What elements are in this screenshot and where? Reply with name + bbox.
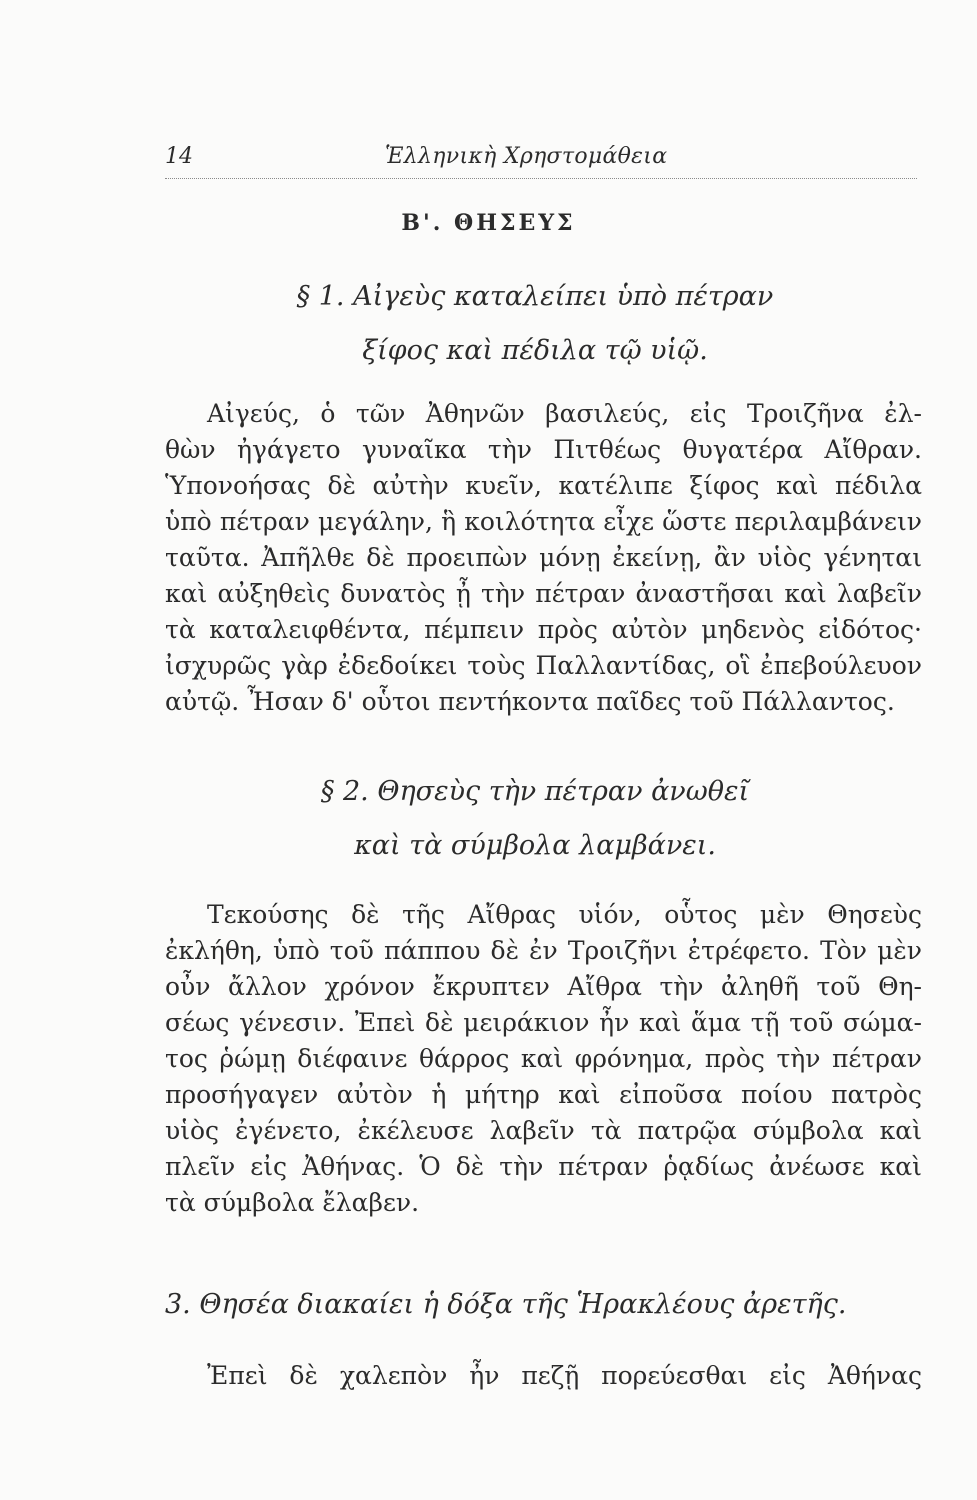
text-line: τος ῥώμῃ διέφαινε θάρρος καὶ φρόνημα, πρὸς τὴν πέτραν bbox=[165, 1044, 922, 1073]
text-line: ἰσχυρῶς γὰρ ἐδεδοίκει τοὺς Παλλαντίδας, οἳ ἐπεβούλευον bbox=[165, 651, 922, 680]
page-header bbox=[165, 142, 917, 179]
section-1-title-line: § 1. Αἰγεὺς καταλείπει ὑπὸ πέτραν bbox=[296, 281, 774, 312]
running-title: Ἑλληνικὴ Χρηστομάθεια bbox=[385, 144, 668, 169]
text-line: τὰ σύμβολα ἔλαβεν. bbox=[165, 1188, 420, 1217]
text-line: Ἐπεὶ δὲ χαλεπὸν ἦν πεζῇ πορεύεσθαι εἰς Ἀθήνας bbox=[207, 1361, 922, 1390]
text-line: υἱὸς ἐγένετο, ἐκέλευσε λαβεῖν τὰ πατρῷα σύμβολα καὶ bbox=[165, 1116, 922, 1145]
section-1-paragraph bbox=[165, 396, 922, 720]
text-line: ταῦτα. Ἀπῆλθε δὲ προειπὼν μόνῃ ἐκείνῃ, ἂν υἱὸς γένηται bbox=[165, 543, 922, 572]
text-line: σέως γένεσιν. Ἐπεὶ δὲ μειράκιον ἦν καὶ ἅμα τῇ τοῦ σώμα- bbox=[165, 1008, 922, 1037]
section-1-title-line: ξίφος καὶ πέδιλα τῷ υἱῷ. bbox=[362, 335, 708, 366]
text-line: Αἰγεύς, ὁ τῶν Ἀθηνῶν βασιλεύς, εἰς Τροιζῆνα ἐλ- bbox=[207, 399, 922, 428]
text-line: Ὑπονοήσας δὲ αὐτὴν κυεῖν, κατέλιπε ξίφος καὶ πέδιλα bbox=[165, 471, 922, 500]
text-line: ὑπὸ πέτραν μεγάλην, ἣ κοιλότητα εἶχε ὥστε περιλαμβάνειν bbox=[165, 507, 922, 536]
text-line: τὰ καταλειφθέντα, πέμπειν πρὸς αὐτὸν μηδενὸς εἰδότος· bbox=[165, 615, 922, 644]
section-2-title-line: § 2. Θησεὺς τὴν πέτραν ἀνωθεῖ bbox=[320, 776, 750, 807]
text-line: οὖν ἄλλον χρόνον ἔκρυπτεν Αἴθρα τὴν ἀληθῆ τοῦ Θη- bbox=[165, 972, 922, 1001]
text-line: θὼν ἠγάγετο γυναῖκα τὴν Πιτθέως θυγατέρα Αἴθραν. bbox=[165, 435, 922, 464]
text-line: πλεῖν εἰς Ἀθήνας. Ὁ δὲ τὴν πέτραν ῥᾳδίως ἀνέωσε καὶ bbox=[165, 1152, 922, 1181]
section-1-title bbox=[150, 270, 920, 378]
section-3-title-line: 3. Θησέα διακαίει ἡ δόξα τῆς Ἡρακλέους ἀρετῆς. bbox=[165, 1289, 847, 1320]
text-line: καὶ αὐξηθεὶς δυνατὸς ᾖ τὴν πέτραν ἀναστῆσαι καὶ λαβεῖν bbox=[165, 579, 922, 608]
page-number: 14 bbox=[165, 144, 193, 169]
text-line: αὐτῷ. Ἦσαν δ' οὗτοι πεντήκοντα παῖδες τοῦ Πάλλαντος. bbox=[165, 687, 895, 716]
section-2-title-line: καὶ τὰ σύμβολα λαμβάνει. bbox=[354, 830, 716, 861]
chapter-heading: Β'. ΘΗΣΕΥΣ bbox=[401, 210, 576, 236]
section-3-paragraph bbox=[165, 1358, 922, 1394]
text-line: ἐκλήθη, ὑπὸ τοῦ πάππου δὲ ἐν Τροιζῆνι ἐτρέφετο. Τὸν μὲν bbox=[165, 936, 922, 965]
section-2-title bbox=[150, 765, 920, 873]
text-line: Τεκούσης δὲ τῆς Αἴθρας υἱόν, οὗτος μὲν Θησεὺς bbox=[207, 900, 922, 929]
text-line: προσήγαγεν αὐτὸν ἡ μήτηρ καὶ εἰποῦσα ποίου πατρὸς bbox=[165, 1080, 922, 1109]
section-3-title bbox=[165, 1278, 922, 1332]
section-2-paragraph bbox=[165, 897, 922, 1221]
